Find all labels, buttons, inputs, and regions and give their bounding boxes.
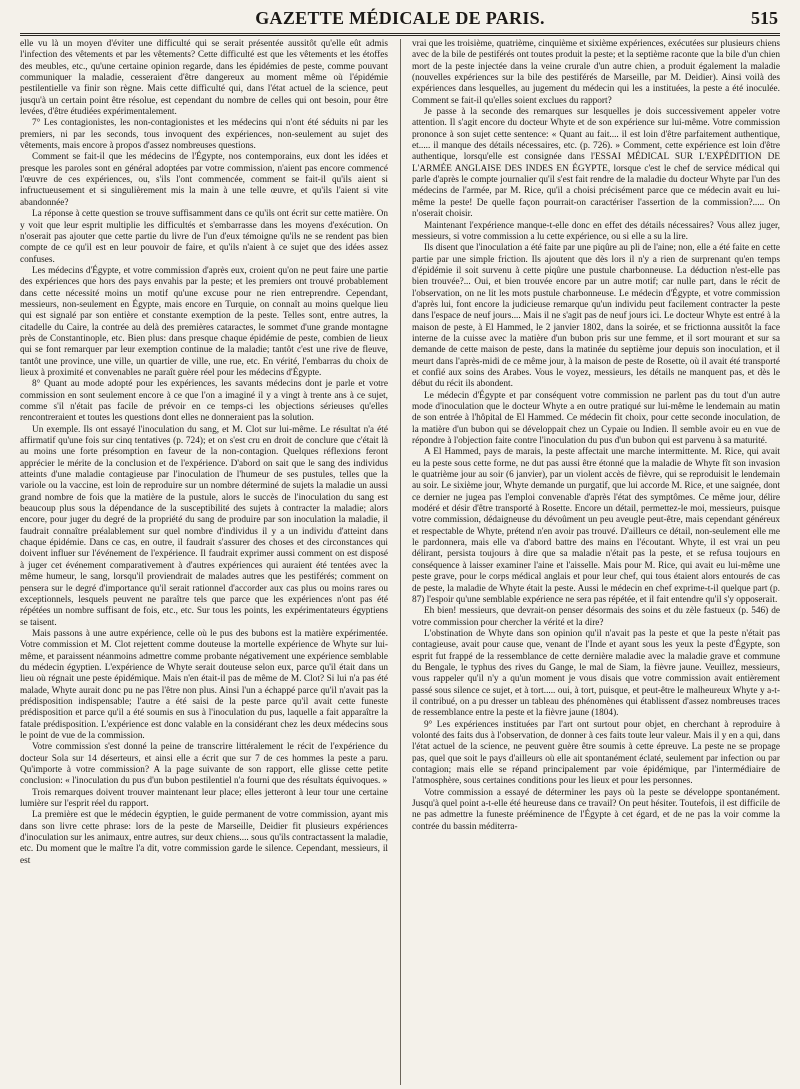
journal-title: GAZETTE MÉDICALE DE PARIS. <box>255 8 545 28</box>
right-column <box>412 39 780 1085</box>
text-columns <box>20 39 780 1085</box>
left-column <box>20 39 388 1085</box>
paragraph: Eh bien! messieurs, que devrait-on penser désormais des soins et du zèle fastueux (p. 546) de votre commission pour chercher la vérité et la dire? <box>412 606 780 628</box>
paragraph: 8° Quant au mode adopté pour les expériences, les savants médecins dont je parle et votre commission en sont seulement encore à ce que l'on a imaginé il y a vingt à trente ans à ce sujet, comme s'il n'était pas facile de prévoir en ce temps-ci les objections sérieuses qu'elles rencontreraient et toutes les questions dont elles ne donneraient pas la solution. <box>20 379 388 424</box>
column-divider <box>400 39 401 1085</box>
paragraph: Un exemple. Ils ont essayé l'inoculation du sang, et M. Clot sur lui-même. Le résultat n'a été affirmatif qu'une fois sur cinq tentatives (p. 724); et on s'est cru en droit de conclure que c'était là au moins une forte présomption en faveur de la non-contagion. Quelques réflexions feront apprécier le mérite de la conclusion et de l'expérience. D'abord on sait que le sang des individus atteints d'une maladie contagieuse par l'inoculation de l'humeur de ses pustules, telles que la variole ou la vaccine, est loin de reproduire sur un nombre déterminé de sujets la maladie un aussi grand nombre de fois que la matière de la pustule, alors le succès de l'inoculation du sang est beaucoup plus sous la dépendance de la susceptibilité des sujets à contracter la maladie; alors encore, pour juger du degré de la propriété du sang de produire par son inoculation la maladie, il faudrait connaître préalablement sur quel nombre d'individus il y a un individu d'atteint dans chaque épidémie. Dans ce cas, en outre, il faudrait s'assurer des choses et des circonstances qui doivent influer sur l'événement de l'expérience. Il faudrait exprimer aussi comment on est disposé à juger cet événement comparativement à d'autres expériences qui auraient été tentées avec la même humeur, le sang, lorsqu'il proviendrait de malades autres que les pestiférés; comment on pensera sur le degré d'importance qu'il serait rationnel d'accorder aux cas plus ou moins rares ou exceptionnels, lesquels peuvent ne paraître tels que parce que les expériences n'ont pas été répétées un nombre suffisant de fois, etc., etc. Sur tous les points, les expérimentateurs égyptiens se taisent. <box>20 424 388 628</box>
header-rule <box>20 33 780 36</box>
paragraph: Maintenant l'expérience manque-t-elle donc en effet des détails nécessaires? Vous allez juger, messieurs, si votre commission a lu cette expérience, ou si elle a su la lire. <box>412 220 780 242</box>
paragraph: La première est que le médecin égyptien, le guide permanent de votre commission, ayant mis dans son livre cette phrase: lors de la peste de Marseille, Deidier fit plusieurs expériences d'inoculation sur les animaux, entre autres, sur deux chiens.... sous qu'ils contractassent la maladie, etc. Du moment que le maître l'a dit, votre commission garde le silence. Cependant, messieurs, il est <box>20 810 388 866</box>
paragraph: Comment se fait-il que les médecins de l'Égypte, nos contemporains, eux dont les idées et presque les paroles sont en général adoptées par votre commission, n'aient pas encore commencé l'œuvre de ces expériences, ou, s'ils l'ont commencée, comment se fait-il qu'ils aient si infructueusement et si singulièrement mis la main à une telle œuvre, et qu'ils l'aient si vite abandonnée? <box>20 152 388 208</box>
paragraph: Mais passons à une autre expérience, celle où le pus des bubons est la matière expérimentée. Votre commission et M. Clot rejettent comme douteuse la mortelle expérience de Whyte sur lui-même, et paraissent néanmoins admettre comme probante négativement une expérience semblable du médecin égyptien. L'expérience de Whyte serait douteuse selon eux, parce qu'il était dans un lieu où régnait une peste épidémique. Mais n'en était-il pas de même de M. Clot? Si lui n'a pas été malade, Whyte aurait donc pu ne pas l'être non plus. Ainsi l'un a échappé parce qu'il n'avait pas la prédisposition indispensable; l'autre a été saisi de la peste parce qu'il avait cette funeste prédisposition et parce qu'il a été soumis en sus à l'inoculation du pus, laquelle a fait apparaître la fatale prédisposition. L'expérience est donc valable en la considérant chez les deux médecins sous le point de vue de la commission. <box>20 628 388 741</box>
page-header <box>20 8 780 32</box>
paragraph: A El Hammed, pays de marais, la peste affectait une marche intermittente. M. Rice, qui avait eu la peste sous cette forme, ne dut pas aussi être étonné que la maladie de Whyte fît son invasion le quatrième jour au soir (6 janvier), par un violent accès de fièvre, qui se reproduisit le lendemain au soir. Le sixième jour, Whyte demande un purgatif, que lui accorde M. Rice, et une saignée, dont ce dernier ne jugea pas l'emploi convenable d'après l'état des symptômes. Ce même jour, délire modéré et désir d'être transporté à Rosette. Encore un détail, permettez-le moi, messieurs, puisque votre commission, dédaigneuse du dévoûment un peu aveugle peut-être, mais cependant généreux et respectable de Whyte, prétend n'en avoir pas trouvé. D'ailleurs ce détail, non-seulement elle me le pardonnera, mais elle va d'abord battre des mains en l'écoutant. Whyte, il est vrai un peu délirant, persista toujours à dire que sa maladie n'était pas la peste, et se refusa toujours en conséquence à laisser examiner l'aine et l'aisselle. Mais pour M. Rice, qui avait eu lui-même une peste grave, pour le corps médical anglais et pour leur chef, qui tous étaient alors entourés de cas de peste, la maladie de Whyte était la peste. Aussi le médecin en chef exprime-t-il quelque part (p. 87) l'espoir qu'une semblable expérience ne sera pas répétée, et il fait entendre qu'il s'y opposerait. <box>412 447 780 605</box>
paragraph: L'obstination de Whyte dans son opinion qu'il n'avait pas la peste et que la peste n'était pas contagieuse, avait pour cause que, venant de l'Inde et ayant sous les yeux la peste d'Égypte, son esprit fut frappé de la ressemblance de cette dernière maladie avec la maladie grave et commune du Bengale, le typhus des rives du Gange, le mal de Siam, la fièvre jaune. Veuillez, messieurs, vous rappeler qu'il n'y a qu'un moment je vous disais que votre commission avait entièrement passé sous silence ce sujet, et à tort..... oui, à tort, puisque, et peut-être le malheureux Whyte y a-t-il contribué, on a pu dresser un tableau des phénomènes qui établissent d'assez nombreuses traces de ressemblance entre la peste et la fièvre jaune (1804). <box>412 628 780 719</box>
paragraph: elle vu là un moyen d'éviter une difficulté qui se serait présentée aussitôt qu'elle eût admis l'infection des vêtements et par les vêtements? Cette difficulté est que les vêtements et les étoffes des meubles, etc., qu'une certaine opinion regarde, dans les épidémies de peste, comme pouvant communiquer la maladie, cesseraient d'être dangereux au moment même où l'épidémie pestilentielle va finir son règne. Mais cette difficulté qui, dans l'état actuel de la science, peut jusqu'à un certain point être résolue, est cependant du nombre de celles qui ont besoin, pour être levées, d'être étudiées expérimentalement. <box>20 39 388 118</box>
paragraph: Les médecins d'Égypte, et votre commission d'après eux, croient qu'on ne peut faire une partie des expériences que hors des pays envahis par la peste; et les premiers ont trouvé probablement dans cette nécessité moins un motif qu'une excuse pour ne rien entreprendre. Cependant, messieurs, non-seulement en Égypte, mais encore en Turquie, on connaît au moins quelque lieu qui est signalé par son entière et constante exemption de la peste. Telles sont, entre autres, la citadelle du Caire, la contrée au delà des premières cataractes, le sommet d'une grande montagne près de Constantinople, etc. Bien plus: dans presque chaque épidémie de peste, combien de lieux qui se font remarquer par leur exemption continue de la maladie; tantôt c'est une rive de fleuve, tantôt une province, une ville, un quartier de ville, une rue, etc. En vérité, l'embarras du choix de lieux à proximité et convenables ne paraît guère réel pour les médecins d'Égypte. <box>20 265 388 378</box>
paragraph: La réponse à cette question se trouve suffisamment dans ce qu'ils ont écrit sur cette matière. On y voit que leur esprit multiplie les difficultés et s'embarrasse dans les moyens d'exécution. On n'oserait pas ajouter que cette partie du livre de l'un d'eux témoigne qu'ils ne se rendent pas bien compte de ce qu'il est en leur pouvoir de faire, et qu'ils n'aient à ce sujet que des idées assez confuses. <box>20 209 388 265</box>
paragraph: Trois remarques doivent trouver maintenant leur place; elles jetteront à leur tour une certaine lumière sur l'esprit réel du rapport. <box>20 787 388 810</box>
paragraph: Ils disent que l'inoculation a été faite par une piqûre au pli de l'aine; non, elle a été faite en cette partie par une simple friction. Ils ajoutent que dès lors il n'y a rien de surprenant qu'en temps d'épidémie il soit survenu à cette piqûre une pustule charbonneuse. La déduction n'est-elle pas bien trouvée?... Oui, et bien trouvée encore par un autre motif; car nulle part, dans le récit de l'observation, on ne lit les mots pustule charbonneuse. Le médecin d'Égypte, et votre commission d'après lui, font encore la judicieuse remarque qu'un individu peut facilement contracter la peste dans l'espace de neuf jours.... Mais il ne s'agit pas de neuf jours ici. Le docteur Whyte est entré à la maison de peste, à El Hammed, le 2 janvier 1802, dans la soirée, et se frictionna aussitôt la face interne de la cuisse avec la matière d'un bubon pris sur une femme, et il sort mourant et sur sa demande de cette maison de peste, dans la matinée du septième jour depuis son inoculation, et il meurt dans l'après-midi de ce même jour, à la maison de peste de Rosette, où il avait été transporté et confié aux soins des Arabes. Vous le voyez, messieurs, les détails ne manquent pas, et dès le début du récit ils abondent. <box>412 243 780 390</box>
paragraph: 9° Les expériences instituées par l'art ont surtout pour objet, en cherchant à reproduire à volonté des faits dus à l'observation, de donner à ces faits toute leur valeur. Mais il y en a qui, dans l'état actuel de la science, ne peuvent guère être soumis à cette épreuve. La peste ne se propage pas, quel que soit le pays d'ailleurs où elle ait spontanément éclaté, seulement par infection ou par contagion; mais elle se répand principalement par voie épidémique, par l'intermédiaire de l'atmosphère, sous certaines conditions pour les lieux et pour les personnes. <box>412 719 780 787</box>
paragraph: vrai que les troisième, quatrième, cinquième et sixième expériences, exécutées sur plusieurs chiens avec de la bile de pestiférés ont toutes produit la peste; et la septième raconte que la bile d'un chien mort de la peste injectée dans la veine crurale d'un autre chien, a produit également la maladie (nouvelles expériences sur la bile des pestiférés de Marseille, par M. Deidier). Ainsi voilà des expériences dans lesquelles, au jugement du médecin qui les a instituées, la peste a été inoculée. Comment se fait-il qu'elles soient exclues du rapport? <box>412 39 780 106</box>
page-number: 515 <box>751 8 778 28</box>
paragraph: Votre commission s'est donné la peine de transcrire littéralement le récit de l'expérience du docteur Sola sur 14 déserteurs, et ainsi elle a écrit que sur 7 de ces hommes la peste a paru. Qu'importe à votre commission? A la page suivante de son rapport, elle glisse cette petite conclusion: « l'inoculation du pus d'un bubon pestilentiel n'a fourni que des résultats équivoques. » <box>20 742 388 787</box>
paragraph: 7° Les contagionistes, les non-contagionistes et les médecins qui n'ont été séduits ni par les premiers, ni par les seconds, tous invoquent des expériences, non-seulement au sujet des vêtements, mais encore à propos d'assez nombreuses questions. <box>20 118 388 152</box>
paragraph: Le médecin d'Égypte et par conséquent votre commission ne parlent pas du tout d'un autre mode d'inoculation que le docteur Whyte a en outre pratiqué sur lui-même le lendemain au matin de son entrée à l'hôpital de El Hammed. Ce médecin fit choix, pour cette seconde inoculation, de la matière d'un bubon qui se développait chez un Cypaie ou Indien. Il semble avoir eu en vue de répondre à l'objection faite contre l'inoculation du pus d'un bubon qui est parvenu à sa maturité. <box>412 390 780 447</box>
paragraph: Votre commission a essayé de déterminer les pays où la peste se développe spontanément. Jusqu'à quel point a-t-elle été heureuse dans ce travail? On peut hésiter. Toutefois, il est difficile de ne pas admettre la funeste prééminence de l'Égypte à cet égard, et de ne pas la voir comme la contrée du bassin méditerra- <box>412 787 780 832</box>
paragraph: Je passe à la seconde des remarques sur lesquelles je dois successivement appeler votre attention. Il s'agit encore du docteur Whyte et de son expérience sur lui-même. Votre commission prononce à son sujet cette sentence: « Quant au fait.... il est loin d'être parfaitement authentique, et..... il manque des détails nécessaires, etc. (p. 726). » Comment, cette expérience est loin d'être authentique, lorsqu'elle est consignée dans l'ESSAI MÉDICAL SUR L'EXPÉDITION DE L'ARMÉE ANGLAISE DES INDES EN ÉGYPTE, lorsque c'est le chef de service médical qui parle d'après le compte journalier qu'il s'est fait rendre de la maladie du docteur Whyte par l'un des médecins de l'armée, par M. Rice, qu'il a choisi précisément parce que ce médecin avait eu lui-même la peste! De quelle façon pourrait-on caractériser l'assertion de la commission?..... On n'oserait choisir. <box>412 107 780 220</box>
